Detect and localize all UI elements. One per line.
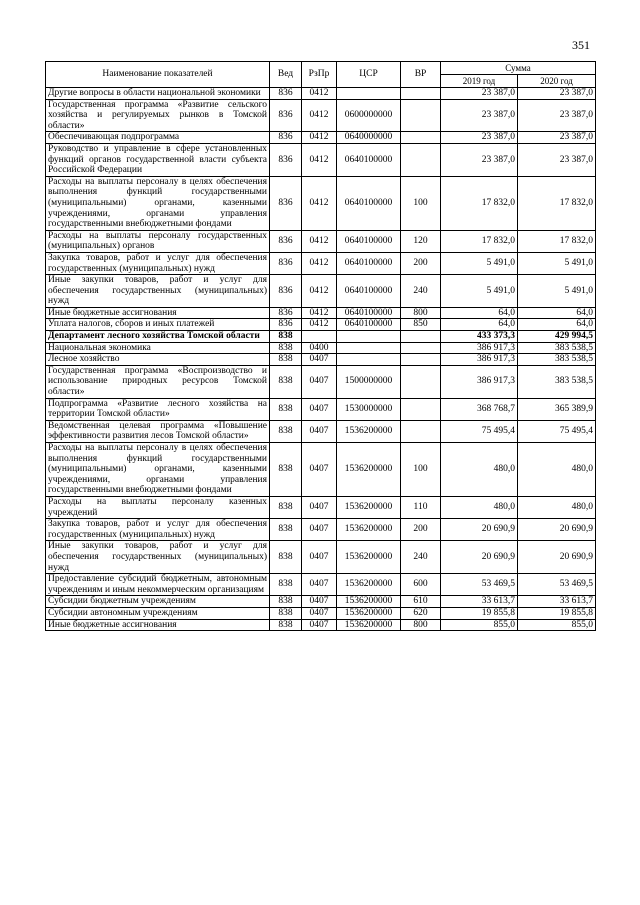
header-sum: Сумма [441,62,596,75]
row-csr-cell: 1536200000 [337,519,401,541]
row-name-cell: Субсидии автономным учреждениям [46,607,270,619]
row-csr-cell: 1530000000 [337,398,401,420]
row-2019-cell: 20 690,9 [441,541,518,574]
row-ved-cell: 838 [270,420,302,442]
row-ved-cell: 838 [270,365,302,398]
row-2020-cell: 53 469,5 [518,574,596,596]
row-2020-cell: 20 690,9 [518,519,596,541]
row-csr-cell: 0640000000 [337,132,401,144]
row-ved-cell: 838 [270,342,302,354]
row-ved-cell: 836 [270,230,302,252]
header-ved: Вед [270,62,302,88]
row-rzpr-cell: 0412 [302,143,337,176]
table-row [46,420,596,442]
table-row [46,443,596,497]
table-body [46,88,596,631]
header-name: Наименование показателей [46,62,270,88]
row-2020-cell: 429 994,5 [518,331,596,343]
row-ved-cell: 838 [270,596,302,608]
table-row [46,541,596,574]
row-2019-cell: 17 832,0 [441,176,518,230]
row-name-cell: Лесное хозяйство [46,354,270,366]
row-vr-cell: 620 [401,607,441,619]
row-csr-cell [337,354,401,366]
row-rzpr-cell: 0407 [302,607,337,619]
row-vr-cell: 800 [401,307,441,319]
row-csr-cell: 1536200000 [337,541,401,574]
row-2019-cell: 5 491,0 [441,275,518,308]
row-name-cell: Закупка товаров, работ и услуг для обеспечения государственных (муниципальных) нужд [46,252,270,274]
row-vr-cell [401,99,441,132]
row-vr-cell [401,342,441,354]
row-rzpr-cell: 0407 [302,496,337,518]
row-name-cell: Уплата налогов, сборов и иных платежей [46,319,270,331]
table-row [46,398,596,420]
row-2019-cell: 23 387,0 [441,143,518,176]
table-row [46,365,596,398]
row-ved-cell: 838 [270,619,302,631]
row-rzpr-cell: 0412 [302,88,337,100]
row-2019-cell: 386 917,3 [441,365,518,398]
row-rzpr-cell: 0412 [302,252,337,274]
table-row [46,252,596,274]
row-csr-cell [337,331,401,343]
row-csr-cell: 1500000000 [337,365,401,398]
row-vr-cell: 850 [401,319,441,331]
row-csr-cell: 0640100000 [337,230,401,252]
row-2020-cell: 855,0 [518,619,596,631]
row-name-cell: Субсидии бюджетным учреждениям [46,596,270,608]
row-ved-cell: 836 [270,132,302,144]
row-2019-cell: 23 387,0 [441,99,518,132]
row-ved-cell: 836 [270,319,302,331]
table-row [46,143,596,176]
row-ved-cell: 836 [270,88,302,100]
row-name-cell: Национальная экономика [46,342,270,354]
table-row [46,342,596,354]
row-2020-cell: 383 538,5 [518,342,596,354]
row-2020-cell: 64,0 [518,319,596,331]
row-name-cell: Обеспечивающая подпрограмма [46,132,270,144]
row-2019-cell: 17 832,0 [441,230,518,252]
row-csr-cell: 0640100000 [337,307,401,319]
row-name-cell: Государственная программа «Воспроизводство и использование природных ресурсов Томской области» [46,365,270,398]
row-rzpr-cell: 0407 [302,619,337,631]
row-vr-cell: 120 [401,230,441,252]
row-rzpr-cell: 0412 [302,99,337,132]
row-2020-cell: 365 389,9 [518,398,596,420]
row-name-cell: Расходы на выплаты персоналу казенных учреждений [46,496,270,518]
row-vr-cell [401,132,441,144]
row-vr-cell: 600 [401,574,441,596]
row-rzpr-cell [302,331,337,343]
row-name-cell: Расходы на выплаты персоналу в целях обеспечения выполнения функций государственными (муниципальными) органами, казенными учреждениями, органами управления государственными внебюджетными фондами [46,443,270,497]
row-2019-cell: 386 917,3 [441,342,518,354]
row-rzpr-cell: 0412 [302,275,337,308]
table-row [46,574,596,596]
row-rzpr-cell: 0407 [302,574,337,596]
row-vr-cell [401,398,441,420]
row-2020-cell: 383 538,5 [518,354,596,366]
row-2020-cell: 64,0 [518,307,596,319]
header-vr: ВР [401,62,441,88]
row-vr-cell [401,354,441,366]
row-csr-cell: 0640100000 [337,143,401,176]
table-row [46,275,596,308]
row-ved-cell: 836 [270,143,302,176]
row-2019-cell: 368 768,7 [441,398,518,420]
row-name-cell: Руководство и управление в сфере установленных функций органов государственной власти субъекта Российской Федерации [46,143,270,176]
row-ved-cell: 838 [270,354,302,366]
row-2020-cell: 480,0 [518,496,596,518]
table-row [46,619,596,631]
row-2019-cell: 5 491,0 [441,252,518,274]
row-2020-cell: 17 832,0 [518,176,596,230]
row-2020-cell: 17 832,0 [518,230,596,252]
row-csr-cell: 1536200000 [337,596,401,608]
row-csr-cell: 1536200000 [337,496,401,518]
row-rzpr-cell: 0407 [302,354,337,366]
table-row [46,519,596,541]
row-rzpr-cell: 0412 [302,132,337,144]
row-rzpr-cell: 0407 [302,596,337,608]
row-ved-cell: 838 [270,398,302,420]
row-ved-cell: 838 [270,443,302,497]
row-rzpr-cell: 0412 [302,230,337,252]
row-ved-cell: 838 [270,519,302,541]
row-csr-cell: 1536200000 [337,607,401,619]
row-ved-cell: 838 [270,331,302,343]
header-rzpr: РзПр [302,62,337,88]
page-number: 351 [572,38,590,52]
row-csr-cell: 0640100000 [337,252,401,274]
row-ved-cell: 836 [270,275,302,308]
row-vr-cell: 110 [401,496,441,518]
row-ved-cell: 836 [270,252,302,274]
row-vr-cell [401,331,441,343]
header-year-2020: 2020 год [518,75,596,88]
row-rzpr-cell: 0407 [302,443,337,497]
budget-table [45,61,596,631]
row-name-cell: Подпрограмма «Развитие лесного хозяйства на территории Томской области» [46,398,270,420]
row-2019-cell: 855,0 [441,619,518,631]
table-row [46,319,596,331]
row-2020-cell: 23 387,0 [518,143,596,176]
table-row [46,307,596,319]
table-row [46,99,596,132]
row-vr-cell [401,88,441,100]
row-name-cell: Иные закупки товаров, работ и услуг для обеспечения государственных (муниципальных) нужд [46,541,270,574]
table-row [46,132,596,144]
row-rzpr-cell: 0400 [302,342,337,354]
row-name-cell: Иные бюджетные ассигнования [46,619,270,631]
row-ved-cell: 838 [270,541,302,574]
table-row [46,354,596,366]
row-2020-cell: 33 613,7 [518,596,596,608]
row-2020-cell: 5 491,0 [518,252,596,274]
row-ved-cell: 838 [270,574,302,596]
row-2020-cell: 5 491,0 [518,275,596,308]
row-name-cell: Другие вопросы в области национальной экономики [46,88,270,100]
row-csr-cell: 0640100000 [337,275,401,308]
row-name-cell: Ведомственная целевая программа «Повышение эффективности развития лесов Томской области» [46,420,270,442]
row-csr-cell: 1536200000 [337,420,401,442]
row-2019-cell: 75 495,4 [441,420,518,442]
table-row [46,176,596,230]
row-csr-cell: 1536200000 [337,443,401,497]
row-vr-cell [401,143,441,176]
row-2019-cell: 19 855,8 [441,607,518,619]
row-vr-cell: 200 [401,519,441,541]
row-vr-cell [401,420,441,442]
row-rzpr-cell: 0412 [302,319,337,331]
row-name-cell: Иные бюджетные ассигнования [46,307,270,319]
row-vr-cell [401,365,441,398]
row-2020-cell: 23 387,0 [518,132,596,144]
row-rzpr-cell: 0412 [302,176,337,230]
row-2020-cell: 20 690,9 [518,541,596,574]
row-name-cell: Департамент лесного хозяйства Томской области [46,331,270,343]
row-vr-cell: 610 [401,596,441,608]
header-year-2019: 2019 год [441,75,518,88]
row-vr-cell: 240 [401,275,441,308]
row-2020-cell: 480,0 [518,443,596,497]
row-name-cell: Закупка товаров, работ и услуг для обеспечения государственных (муниципальных) нужд [46,519,270,541]
row-ved-cell: 836 [270,307,302,319]
row-name-cell: Государственная программа «Развитие сельского хозяйства и регулируемых рынков в Томской области» [46,99,270,132]
row-2019-cell: 23 387,0 [441,132,518,144]
row-2019-cell: 23 387,0 [441,88,518,100]
row-vr-cell: 100 [401,443,441,497]
row-2019-cell: 53 469,5 [441,574,518,596]
row-ved-cell: 836 [270,176,302,230]
row-2020-cell: 19 855,8 [518,607,596,619]
row-2019-cell: 433 373,3 [441,331,518,343]
row-rzpr-cell: 0407 [302,420,337,442]
table-row [46,607,596,619]
row-2020-cell: 23 387,0 [518,88,596,100]
row-vr-cell: 100 [401,176,441,230]
row-2020-cell: 383 538,5 [518,365,596,398]
row-csr-cell: 0600000000 [337,99,401,132]
row-2020-cell: 75 495,4 [518,420,596,442]
row-rzpr-cell: 0407 [302,541,337,574]
row-rzpr-cell: 0407 [302,398,337,420]
row-ved-cell: 838 [270,496,302,518]
row-2019-cell: 480,0 [441,443,518,497]
table-header [46,62,596,88]
row-csr-cell: 1536200000 [337,619,401,631]
row-csr-cell [337,342,401,354]
row-rzpr-cell: 0407 [302,519,337,541]
table-row [46,230,596,252]
row-name-cell: Расходы на выплаты персоналу государственных (муниципальных) органов [46,230,270,252]
row-ved-cell: 838 [270,607,302,619]
row-2019-cell: 33 613,7 [441,596,518,608]
row-rzpr-cell: 0412 [302,307,337,319]
row-2019-cell: 480,0 [441,496,518,518]
row-csr-cell: 0640100000 [337,176,401,230]
row-vr-cell: 200 [401,252,441,274]
row-2019-cell: 64,0 [441,319,518,331]
row-2019-cell: 64,0 [441,307,518,319]
row-2019-cell: 386 917,3 [441,354,518,366]
row-name-cell: Предоставление субсидий бюджетным, автономным учреждениям и иным некоммерческим организациям [46,574,270,596]
row-name-cell: Иные закупки товаров, работ и услуг для обеспечения государственных (муниципальных) нужд [46,275,270,308]
table-row [46,331,596,343]
row-vr-cell: 240 [401,541,441,574]
header-csr: ЦСР [337,62,401,88]
table-row [46,596,596,608]
row-csr-cell: 1536200000 [337,574,401,596]
row-2020-cell: 23 387,0 [518,99,596,132]
table-row [46,496,596,518]
row-csr-cell [337,88,401,100]
row-rzpr-cell: 0407 [302,365,337,398]
row-name-cell: Расходы на выплаты персоналу в целях обеспечения выполнения функций государственными (муниципальными) органами, казенными учреждениями, органами управления государственными внебюджетными фондами [46,176,270,230]
table-row [46,88,596,100]
row-csr-cell: 0640100000 [337,319,401,331]
row-2019-cell: 20 690,9 [441,519,518,541]
row-ved-cell: 836 [270,99,302,132]
row-vr-cell: 800 [401,619,441,631]
